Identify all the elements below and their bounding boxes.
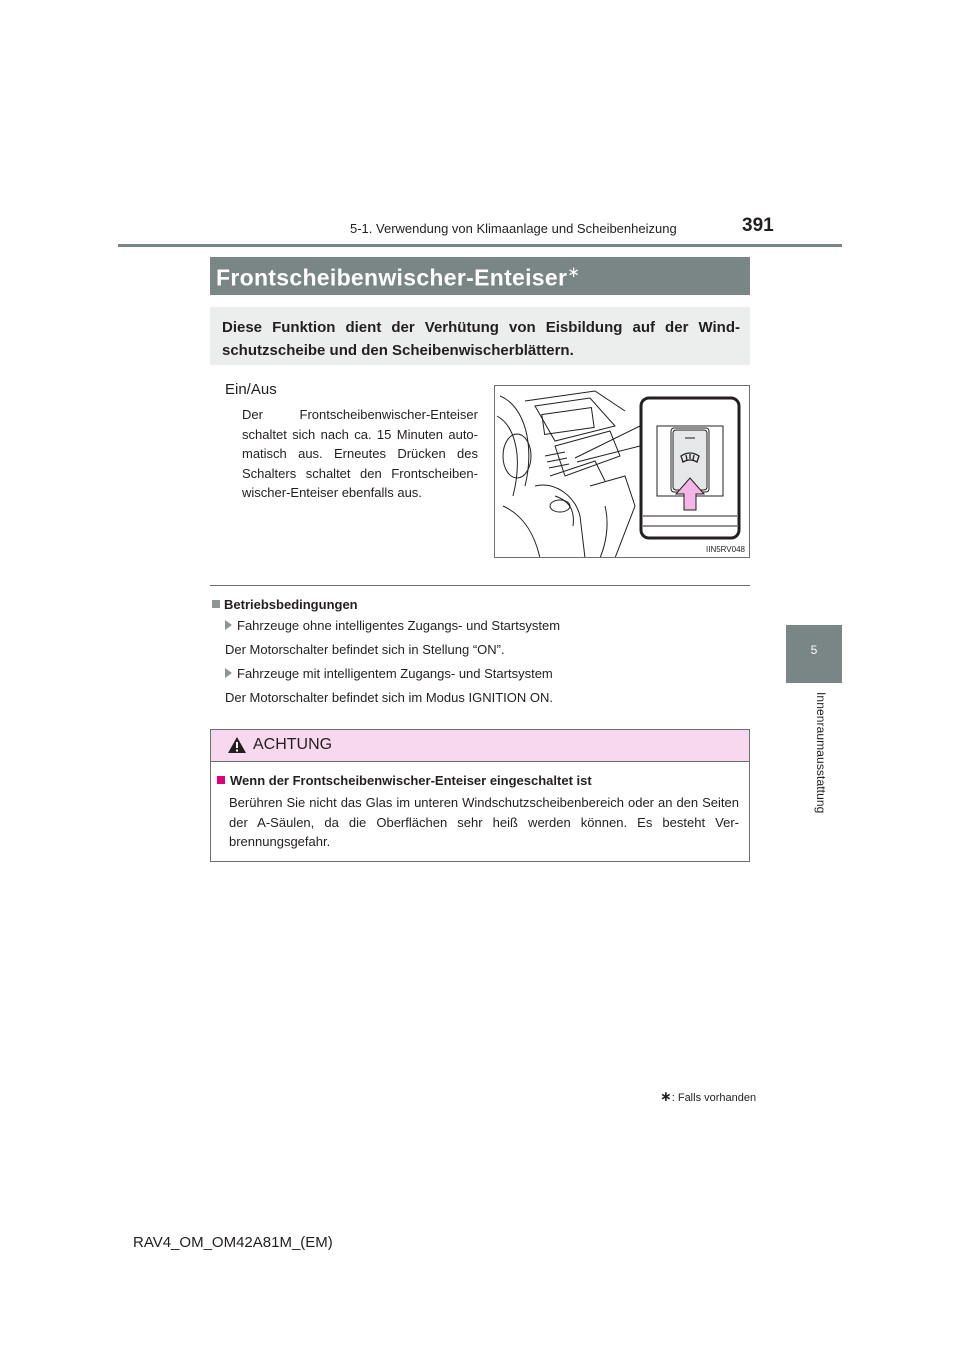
condition-text-1: Der Motorschalter befindet sich in Stellung “ON”. — [225, 642, 505, 657]
conditions-heading — [212, 597, 358, 612]
footnote-text: : Falls vorhanden — [671, 1092, 757, 1104]
switch-illustration — [494, 385, 750, 558]
on-off-description: Der Frontscheibenwischer-Enteiser schaltet sich nach ca. 15 Minuten auto-matisch aus. Erneutes Drücken des Schalters schaltet den Frontscheiben-wischer-Enteiser ebenfalls aus. — [242, 407, 478, 501]
page-title-text: Frontscheibenwischer-Enteiser — [216, 264, 568, 291]
caution-header — [211, 730, 749, 762]
condition-text-2: Der Motorschalter befindet sich im Modus IGNITION ON. — [225, 690, 553, 705]
section-header: 5-1. Verwendung von Klimaanlage und Scheibenheizung — [350, 221, 677, 236]
footnote-marker: ∗ — [660, 1088, 672, 1104]
caution-subheading-text: Wenn der Frontscheibenwischer-Enteiser eingeschaltet ist — [230, 773, 592, 788]
intro-text: Diese Funktion dient der Verhütung von Eisbildung auf der Wind-schutzscheibe und den Scheibenwischerblättern. — [222, 319, 740, 359]
triangle-bullet-icon — [225, 668, 232, 678]
section-divider — [210, 585, 750, 586]
page-title — [216, 263, 580, 292]
square-bullet-icon — [217, 776, 225, 784]
footnote — [660, 1088, 756, 1105]
condition-label-2-text: Fahrzeuge mit intelligentem Zugangs- und Startsystem — [237, 666, 553, 681]
header-rule — [118, 244, 842, 247]
optional-marker: ∗ — [567, 264, 581, 281]
on-off-heading: Ein/Aus — [225, 381, 277, 398]
caution-subheading — [217, 773, 592, 788]
document-code: RAV4_OM_OM42A81M_(EM) — [133, 1234, 333, 1251]
chapter-title: Innenraumausstattung — [814, 692, 828, 814]
condition-label-1-text: Fahrzeuge ohne intelligentes Zugangs- und Startsystem — [237, 618, 561, 633]
figure-code: IIN5RV048 — [706, 545, 745, 554]
condition-label-2 — [225, 666, 553, 681]
page-number: 391 — [742, 215, 774, 236]
triangle-bullet-icon — [225, 620, 232, 630]
square-bullet-icon — [212, 600, 220, 608]
conditions-heading-text: Betriebsbedingungen — [224, 597, 358, 612]
caution-title: ACHTUNG — [253, 736, 333, 753]
condition-label-1 — [225, 618, 560, 633]
warning-icon — [227, 736, 247, 754]
caution-box — [210, 729, 750, 862]
chapter-number: 5 — [810, 643, 818, 657]
caution-body: Berühren Sie nicht das Glas im unteren Windschutzscheibenbereich oder an den Seiten der A-Säulen, da die Oberflächen sehr heiß werden können. Es besteht Ver-brennungsgefahr. — [229, 795, 739, 849]
dashboard-drawing — [495, 386, 750, 558]
